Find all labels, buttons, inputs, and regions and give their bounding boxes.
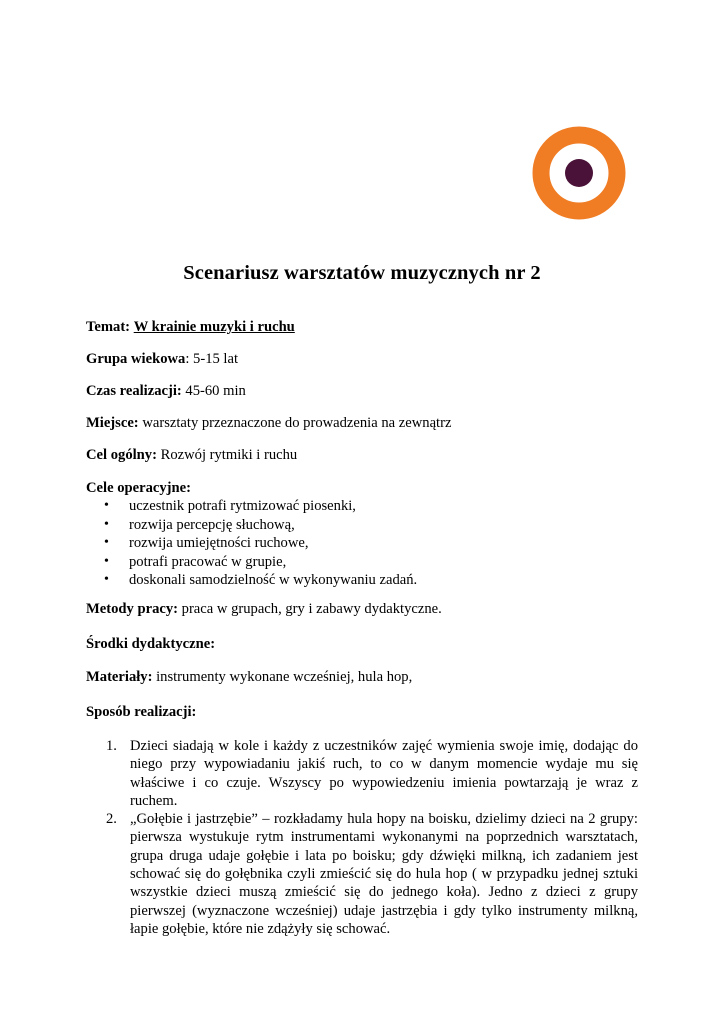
place-value: warsztaty przeznaczone do prowadzenia na zewnątrz: [138, 415, 452, 431]
bullet-icon: •: [104, 572, 109, 588]
operational-goals-heading: Cele operacyjne:: [86, 480, 191, 496]
operational-goals-list: [104, 497, 417, 590]
general-goal-line: [86, 447, 297, 464]
list-item: • doskonali samodzielność w wykonywaniu zadań.: [104, 572, 418, 589]
page-title: Scenariusz warsztatów muzycznych nr 2: [183, 262, 541, 284]
step-text: „Gołębie i jastrzębie” – rozkładamy hula hopy na boisku, dzielimy dzieci na 2 grupy: pierwsza wystukuje rytm instrumentami wykonanymi na poprzednich warsztatach, grupa druga udaje gołębie i lata po boisku; gdy dźwięki milkną, ich zadaniem jest schować się do gołębnika czyli zmieścić się do hula hop ( w przypadku jednej sztuki wszystkie dzieci muszą zmieścić się do jednego koła). Jedno z dzieci z grupy pierwszej (wyznaczone wcześniej) udaje jastrzębia i gdy tylko instrumenty milkną, łapie gołębie, które nie zdążyły się schować.: [130, 811, 638, 937]
methods-line: [86, 601, 442, 618]
methods-label: Metody pracy:: [86, 601, 178, 617]
bullet-icon: •: [104, 553, 109, 569]
general-goal-label: Cel ogólny:: [86, 447, 157, 463]
age-group-line: [86, 351, 238, 368]
general-goal-value: Rozwój rytmiki i ruchu: [156, 447, 298, 463]
topic-label: Temat:: [86, 319, 131, 335]
target-logo-icon: [520, 112, 638, 230]
bullet-icon: •: [104, 498, 109, 513]
topic-line: [86, 319, 295, 336]
methods-value: praca w grupach, gry i zabawy dydaktyczne.: [178, 601, 442, 617]
place-line: [86, 415, 451, 432]
topic-value: W krainie muzyki i ruchu: [133, 319, 295, 335]
step-number: 1.: [106, 738, 117, 754]
list-item: [104, 737, 638, 810]
list-item: • uczestnik potrafi rytmizować piosenki,: [104, 498, 356, 514]
step-text: Dzieci siadają w kole i każdy z uczestników zajęć wymienia swoje imię, dodając do niego przy wypowiadaniu jakiś ruch, to co w danym momencie wydaje mu się właściwe i co czuje. Wszyscy po wypowiedzeniu imienia powtarzają je wraz z ruchem.: [130, 738, 638, 809]
materials-line: [86, 669, 412, 686]
list-item: • rozwija percepcję słuchową,: [104, 516, 295, 533]
duration-value: 45-60 min: [181, 383, 246, 399]
age-group-label: Grupa wiekowa: [86, 351, 186, 367]
list-item: [104, 810, 638, 938]
materials-label: Materiały:: [86, 669, 153, 685]
materials-value: instrumenty wykonane wcześniej, hula hop,: [152, 669, 413, 685]
place-label: Miejsce:: [86, 415, 139, 431]
procedure-list: [104, 737, 638, 938]
list-item: • rozwija umiejętności ruchowe,: [104, 535, 309, 552]
bullet-icon: •: [104, 516, 109, 532]
list-item: • potrafi pracować w grupie,: [104, 553, 287, 570]
age-group-value: : 5-15 lat: [185, 351, 239, 367]
didactic-means-heading: Środki dydaktyczne:: [86, 636, 216, 652]
step-number: 2.: [106, 811, 117, 828]
procedure-heading: Sposób realizacji:: [86, 704, 197, 720]
bullet-icon: •: [104, 535, 109, 551]
duration-line: [86, 383, 246, 400]
duration-label: Czas realizacji:: [86, 383, 182, 399]
